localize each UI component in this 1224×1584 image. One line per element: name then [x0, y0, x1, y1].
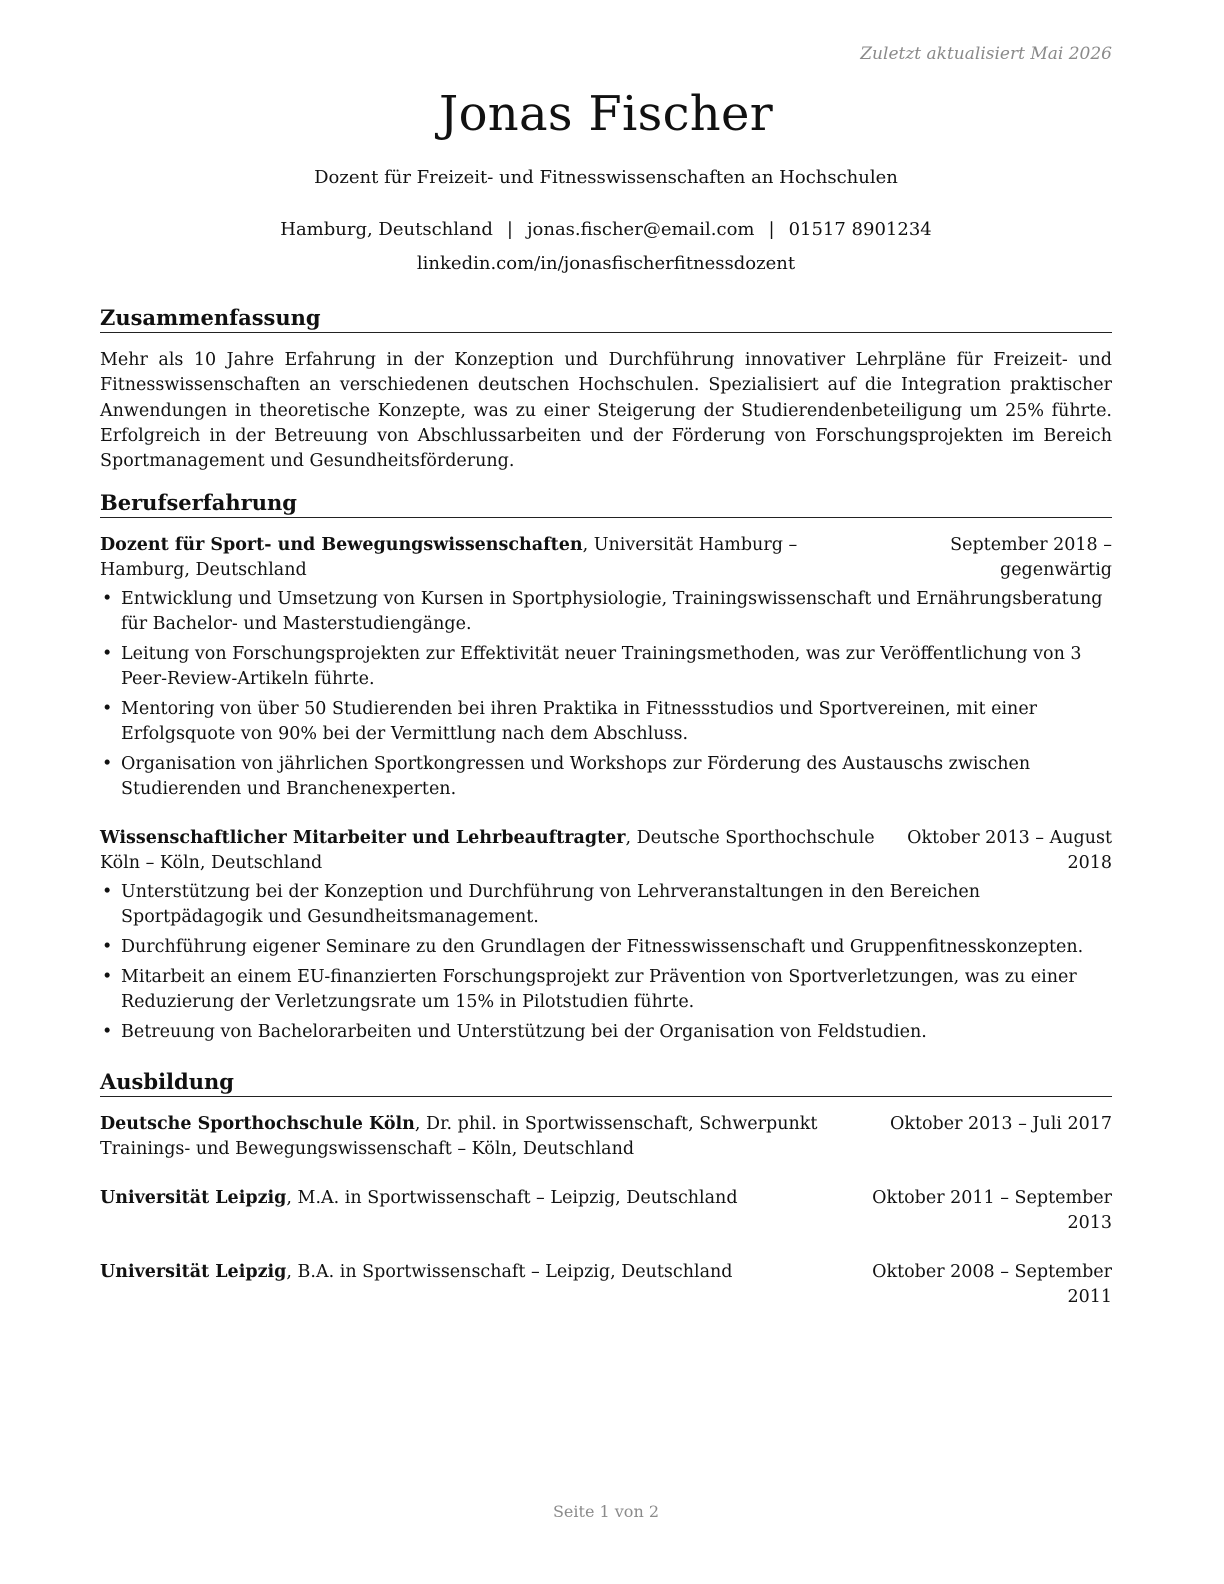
summary-text: Mehr als 10 Jahre Erfahrung in der Konzeption und Durchführung innovativer Lehrpläne für Freizeit- und Fitnesswissenschaften an verschiedenen deutschen Hochschulen. Spezialisiert auf die Integration praktischer Anwendungen in theoretische Konzepte, was zu einer Steigerung der Studierendenbeteiligung um 25% führte. Erfolgreich in der Betreuung von Abschlussarbeiten und der Förderung von Forschungsprojekten im Bereich Sportmanagement und Gesundheitsförderung. [100, 350, 1112, 472]
job-bullets [100, 587, 1112, 802]
job-header [100, 826, 1112, 876]
education-date: Oktober 2013 – Juli 2017 [890, 1114, 1112, 1134]
job-bullet: • Leitung von Forschungsprojekten zur Effektivität neuer Trainingsmethoden, was zur Veröffentlichung von 3 Peer-Review-Artikeln führte. [100, 642, 1112, 692]
job-bullet: • Durchführung eigener Seminare zu den Grundlagen der Fitnesswissenschaft und Gruppenfitnesskonzepten. [100, 935, 1112, 960]
education-entry [100, 1112, 1112, 1162]
section-title-education: Ausbildung [100, 1069, 1112, 1097]
candidate-headline: Dozent für Freizeit- und Fitnesswissenschaften an Hochschulen [314, 167, 898, 188]
contact-linkedin[interactable]: linkedin.com/in/jonasfischerfitnessdozent [416, 253, 796, 274]
education-date: Oktober 2008 – September 2011 [872, 1262, 1112, 1307]
job-title-line [100, 533, 877, 583]
last-updated-note: Zuletzt aktualisiert Mai 2026 [860, 44, 1112, 64]
job-role: Dozent für Sport- und Bewegungswissenschaften [100, 535, 583, 555]
education-school: Deutsche Sporthochschule Köln [100, 1114, 415, 1134]
job-bullet: • Unterstützung bei der Konzeption und Durchführung von Lehrveranstaltungen in den Bereichen Sportpädagogik und Gesundheitsmanagement. [100, 880, 1112, 930]
job-bullet: • Organisation von jährlichen Sportkongressen und Workshops zur Förderung des Austauschs zwischen Studierenden und Branchenexperten. [100, 752, 1112, 802]
job-organization: , Universität Hamburg – Hamburg, Deutschland [100, 535, 798, 580]
contact-email[interactable]: jonas.fischer@email.com [526, 219, 755, 240]
education-school: Universität Leipzig [100, 1188, 287, 1208]
job-role: Wissenschaftlicher Mitarbeiter und Lehrbeauftragter [100, 828, 626, 848]
education-details [100, 1186, 860, 1236]
job-date: September 2018 – gegenwärtig [950, 535, 1112, 580]
education-degree: , Dr. phil. in Sportwissenschaft, Schwerpunkt Trainings- und Bewegungswissenschaft – Köln, Deutschland [100, 1114, 818, 1159]
job-bullets [100, 880, 1112, 1045]
job-header [100, 533, 1112, 583]
contact-separator: | [768, 219, 775, 240]
education-entry [100, 1186, 1112, 1236]
job-organization: , Deutsche Sporthochschule Köln – Köln, Deutschland [100, 828, 875, 873]
education-degree: , B.A. in Sportwissenschaft – Leipzig, Deutschland [286, 1262, 733, 1282]
job-entry [100, 533, 1112, 807]
contact-location: Hamburg, Deutschland [280, 219, 493, 240]
contact-separator: | [506, 219, 513, 240]
education-school: Universität Leipzig [100, 1262, 287, 1282]
education-date: Oktober 2011 – September 2013 [872, 1188, 1112, 1233]
education-details [100, 1112, 890, 1162]
job-entry [100, 826, 1112, 1050]
education-entry [100, 1260, 1112, 1310]
job-date: Oktober 2013 – August 2018 [907, 828, 1112, 873]
page-number: Seite 1 von 2 [552, 1502, 660, 1521]
contact-phone: 01517 8901234 [788, 219, 932, 240]
resume-page [100, 0, 1112, 1584]
education-details [100, 1260, 860, 1310]
contact-line [100, 219, 1112, 240]
candidate-name: Jonas Fischer [439, 86, 773, 142]
job-bullet: • Betreuung von Bachelorarbeiten und Unterstützung bei der Organisation von Feldstudien. [100, 1020, 1112, 1045]
job-bullet: • Mentoring von über 50 Studierenden bei ihren Praktika in Fitnessstudios und Sportvereinen, mit einer Erfolgsquote von 90% bei der Vermittlung nach dem Abschluss. [100, 697, 1112, 747]
job-bullet: • Mitarbeit an einem EU-finanzierten Forschungsprojekt zur Prävention von Sportverletzungen, was zu einer Reduzierung der Verletzungsrate um 15% in Pilotstudien führte. [100, 965, 1112, 1015]
job-title-line [100, 826, 877, 876]
section-title-experience: Berufserfahrung [100, 490, 1112, 518]
education-degree: , M.A. in Sportwissenschaft – Leipzig, Deutschland [286, 1188, 738, 1208]
section-title-summary: Zusammenfassung [100, 305, 1112, 333]
job-bullet: • Entwicklung und Umsetzung von Kursen in Sportphysiologie, Trainingswissenschaft und Ernährungsberatung für Bachelor- und Masterstudiengänge. [100, 587, 1112, 637]
